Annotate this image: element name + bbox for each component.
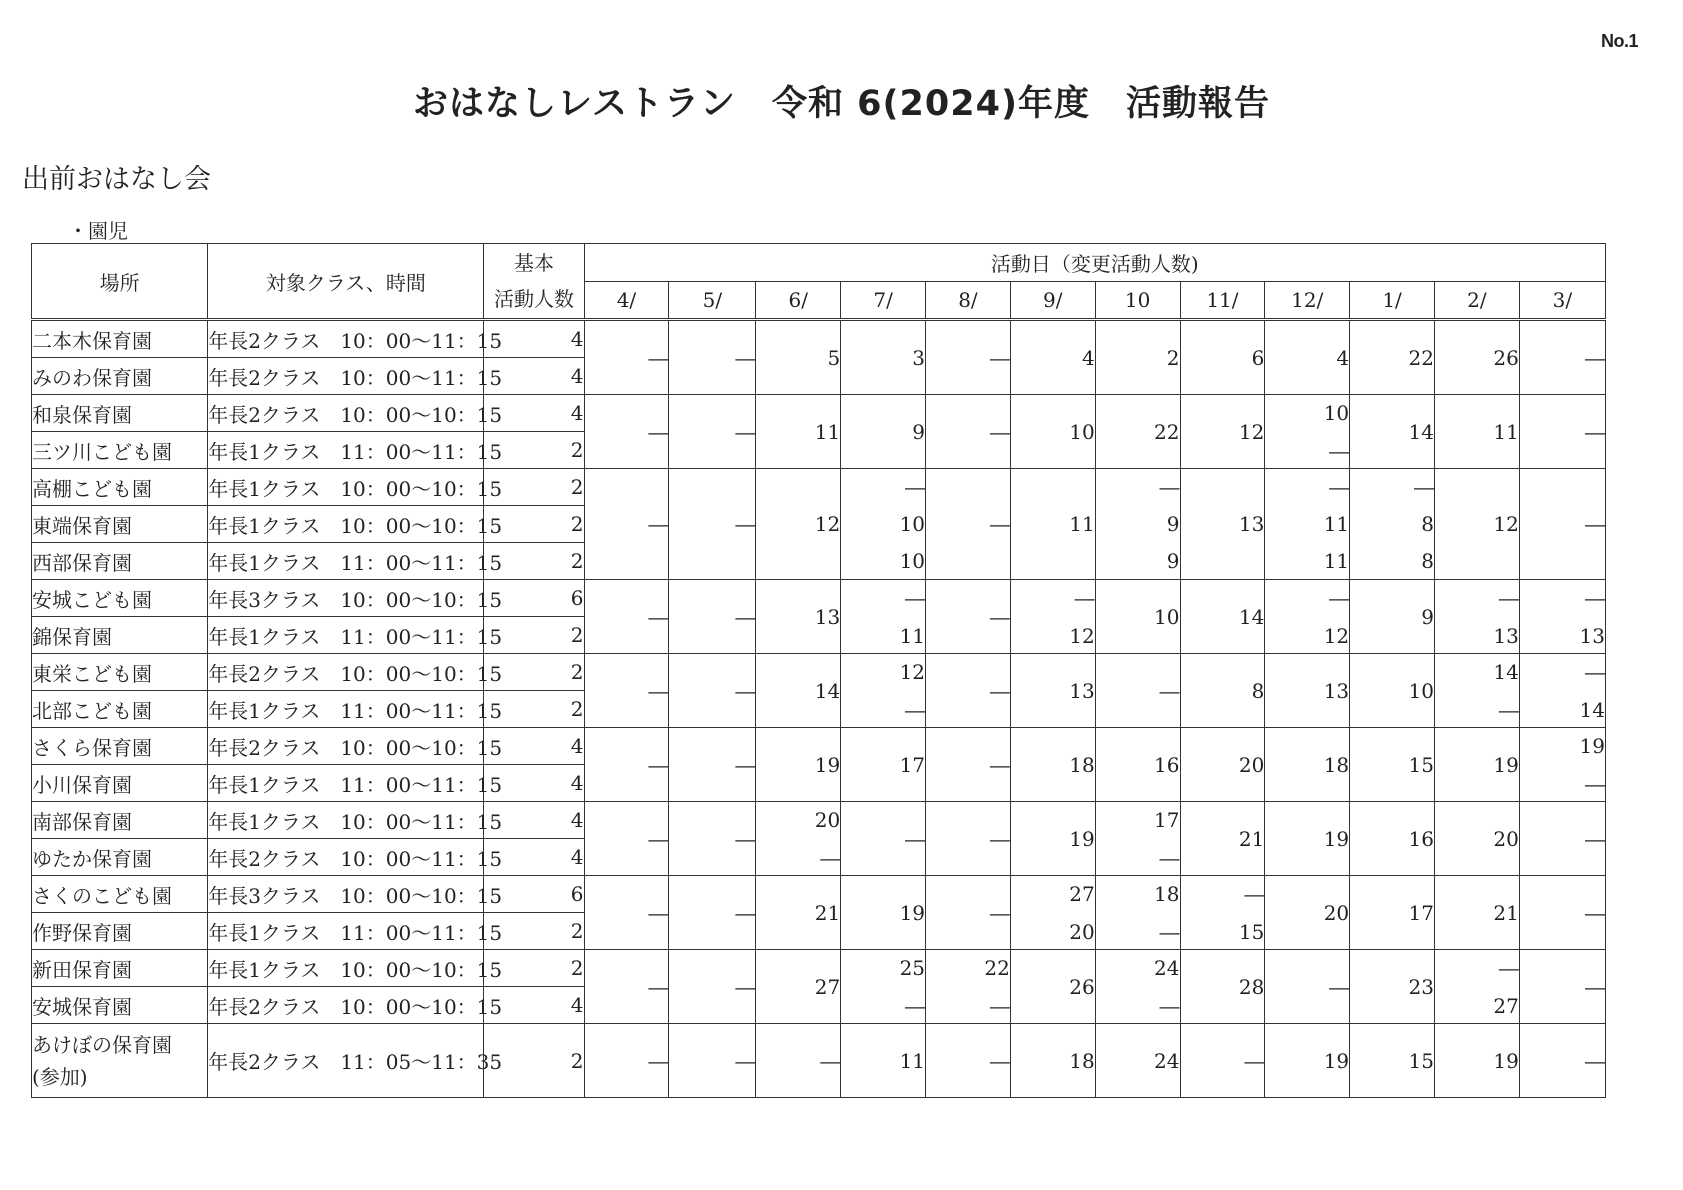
class-time-cell: 年長2クラス 11：05〜11：35 (208, 1024, 484, 1098)
activity-cell: 20 (1434, 802, 1519, 876)
activity-value: 20 (1069, 919, 1095, 944)
activity-cell (841, 950, 926, 1024)
basic-count-cell: 4 (484, 395, 584, 432)
class-time-cell: 年長2クラス 10：00〜11：15 (208, 839, 484, 876)
activity-value: ― (1585, 585, 1605, 610)
place-cell: ゆたか保育園 (32, 839, 208, 876)
activity-cell: 17 (1350, 876, 1435, 950)
place-cell: 三ツ川こども園 (32, 432, 208, 469)
activity-cell: 12 (1180, 395, 1265, 469)
activity-cell: 11 (1434, 395, 1519, 469)
activity-value: 10 (1323, 400, 1350, 425)
activity-cell: 19 (1265, 802, 1350, 876)
activity-value: 25 (899, 955, 926, 980)
table-row (32, 950, 1606, 987)
activity-cell: ― (669, 802, 756, 876)
activity-cell: ― (584, 1024, 669, 1098)
activity-value: 19 (1579, 733, 1605, 758)
activity-cell: 13 (1265, 654, 1350, 728)
activity-cell: ― (669, 728, 756, 802)
activity-cell: ― (669, 580, 756, 654)
place-cell: さくら保育園 (32, 728, 208, 765)
header-month: 3/ (1519, 282, 1605, 320)
class-time-cell: 年長1クラス 10：00〜10：15 (208, 469, 484, 506)
table-row (32, 320, 1606, 358)
activity-cell: 6 (1180, 320, 1265, 395)
activity-cell: ― (584, 395, 669, 469)
activity-value: ― (1585, 771, 1605, 796)
basic-count-cell: 4 (484, 728, 584, 765)
activity-value: ― (989, 993, 1010, 1018)
header-month: 1/ (1350, 282, 1435, 320)
class-time-cell: 年長2クラス 10：00〜11：15 (208, 358, 484, 395)
header-month: 8/ (926, 282, 1011, 320)
table-row (32, 580, 1606, 617)
activity-cell: 16 (1095, 728, 1180, 802)
activity-cell: ― (926, 469, 1011, 580)
activity-value: ― (820, 845, 841, 870)
activity-cell: ― (1095, 654, 1180, 728)
activity-cell: ― (584, 802, 669, 876)
activity-cell: 12 (756, 469, 841, 580)
activity-value: ― (1413, 475, 1434, 499)
place-cell: 東栄こども園 (32, 654, 208, 691)
place-cell: 新田保育園 (32, 950, 208, 987)
activity-cell (1265, 395, 1350, 469)
activity-cell: ― (1519, 950, 1605, 1024)
class-time-cell: 年長1クラス 10：00〜10：15 (208, 950, 484, 987)
class-time-cell: 年長2クラス 10：00〜10：15 (208, 987, 484, 1024)
activity-cell: ― (584, 876, 669, 950)
activity-cell: ― (584, 654, 669, 728)
activity-cell: 5 (756, 320, 841, 395)
activity-cell: 21 (1434, 876, 1519, 950)
place-cell: 錦保育園 (32, 617, 208, 654)
activity-cell: ― (1180, 1024, 1265, 1098)
activity-cell (1519, 728, 1605, 802)
header-month: 11/ (1180, 282, 1265, 320)
activity-cell: 23 (1350, 950, 1435, 1024)
header-basic-bottom: 活動人数 (494, 287, 574, 311)
page-number: No.1 (1601, 31, 1639, 51)
activity-cell: ― (926, 802, 1011, 876)
basic-count-cell: 4 (484, 839, 584, 876)
activity-cell: 13 (756, 580, 841, 654)
class-time-cell: 年長2クラス 10：00〜10：15 (208, 395, 484, 432)
table-row (32, 1024, 1606, 1098)
basic-count-cell: 2 (484, 654, 584, 691)
activity-cell: 11 (756, 395, 841, 469)
class-time-cell: 年長1クラス 11：00〜11：15 (208, 691, 484, 728)
header-activity-days: 活動日（変更活動人数) (584, 244, 1605, 282)
activity-cell: 22 (1095, 395, 1180, 469)
activity-cell: ― (1519, 395, 1605, 469)
activity-cell: 15 (1350, 1024, 1435, 1098)
activity-cell: 18 (1010, 1024, 1095, 1098)
activity-cell (1180, 876, 1265, 950)
basic-count-cell: 4 (484, 987, 584, 1024)
activity-value: ― (905, 475, 926, 499)
activity-cell: ― (584, 469, 669, 580)
table-row (32, 469, 1606, 506)
subsection-heading: ・園児 (68, 219, 128, 243)
activity-cell: ― (669, 469, 756, 580)
activity-cell (841, 469, 926, 580)
place-cell: 作野保育園 (32, 913, 208, 950)
basic-count-cell: 2 (484, 506, 584, 543)
activity-cell: 9 (1350, 580, 1435, 654)
activity-cell: 19 (1265, 1024, 1350, 1098)
activity-cell: 16 (1350, 802, 1435, 876)
activity-cell: 28 (1180, 950, 1265, 1024)
activity-value: ― (1159, 919, 1180, 944)
class-time-cell: 年長1クラス 11：00〜11：15 (208, 913, 484, 950)
header-month: 12/ (1265, 282, 1350, 320)
basic-count-cell: 6 (484, 580, 584, 617)
activity-cell: ― (756, 1024, 841, 1098)
activity-cell: ― (1519, 802, 1605, 876)
activity-value: ― (1498, 697, 1519, 722)
activity-cell (1095, 950, 1180, 1024)
activity-value: ― (905, 697, 926, 722)
place-line: あけぼの保育園 (32, 1032, 172, 1057)
activity-cell: 4 (1265, 320, 1350, 395)
place-cell: 北部こども園 (32, 691, 208, 728)
activity-cell: ― (926, 654, 1011, 728)
class-time-cell: 年長2クラス 10：00〜10：15 (208, 654, 484, 691)
activity-cell: 14 (756, 654, 841, 728)
basic-count-cell: 2 (484, 913, 584, 950)
header-basic-count (484, 244, 584, 320)
activity-cell: 10 (1010, 395, 1095, 469)
activity-cell: ― (669, 1024, 756, 1098)
header-month: 6/ (756, 282, 841, 320)
activity-value: 18 (1154, 881, 1180, 906)
activity-cell: 19 (1434, 1024, 1519, 1098)
table-row (32, 876, 1606, 913)
activity-cell: ― (669, 320, 756, 395)
activity-cell: 22 (1350, 320, 1435, 395)
activity-value: 8 (1421, 512, 1434, 536)
place-cell: 西部保育園 (32, 543, 208, 580)
activity-cell (841, 654, 926, 728)
activity-table (31, 243, 1606, 1098)
place-cell: 二本木保育園 (32, 320, 208, 358)
activity-cell: 17 (841, 728, 926, 802)
activity-cell: ― (584, 950, 669, 1024)
activity-value: 13 (1493, 623, 1519, 648)
header-month: 7/ (841, 282, 926, 320)
place-cell: みのわ保育園 (32, 358, 208, 395)
activity-cell: ― (669, 654, 756, 728)
activity-cell: ― (926, 320, 1011, 395)
activity-cell: ― (926, 728, 1011, 802)
place-cell: 南部保育園 (32, 802, 208, 839)
activity-value: ― (905, 585, 926, 610)
activity-cell (1095, 469, 1180, 580)
activity-cell: ― (584, 728, 669, 802)
activity-value: 12 (899, 659, 926, 684)
basic-count-cell: 2 (484, 691, 584, 728)
activity-cell: 15 (1350, 728, 1435, 802)
class-time-cell: 年長1クラス 11：00〜11：15 (208, 432, 484, 469)
activity-cell: 10 (1095, 580, 1180, 654)
activity-cell: 2 (1095, 320, 1180, 395)
activity-cell (1095, 876, 1180, 950)
basic-count-cell: 2 (484, 543, 584, 580)
activity-cell: ― (1519, 1024, 1605, 1098)
activity-cell: 20 (1180, 728, 1265, 802)
activity-cell (1434, 950, 1519, 1024)
activity-cell: ― (1519, 876, 1605, 950)
activity-value: ― (1329, 475, 1350, 499)
activity-cell: 14 (1350, 395, 1435, 469)
activity-cell: 19 (756, 728, 841, 802)
header-basic-top: 基本 (514, 251, 554, 275)
activity-cell: 26 (1010, 950, 1095, 1024)
header-place: 場所 (32, 244, 208, 320)
activity-value: 9 (1166, 512, 1180, 536)
header-month: 2/ (1434, 282, 1519, 320)
activity-value: ― (1159, 845, 1180, 870)
activity-cell (1519, 654, 1605, 728)
activity-value: ― (1585, 659, 1605, 684)
basic-count-cell: 2 (484, 950, 584, 987)
activity-cell: 20 (1265, 876, 1350, 950)
activity-value: 17 (1154, 807, 1180, 832)
place-cell: 東端保育園 (32, 506, 208, 543)
basic-count-cell: 2 (484, 432, 584, 469)
class-time-cell: 年長1クラス 11：00〜11：15 (208, 765, 484, 802)
activity-value: 10 (899, 512, 926, 536)
activity-value: 24 (1154, 955, 1180, 980)
activity-cell (1265, 469, 1350, 580)
place-cell: 高棚こども園 (32, 469, 208, 506)
activity-value: ― (1329, 585, 1350, 610)
table-row (32, 802, 1606, 839)
activity-value: ― (1498, 955, 1519, 980)
activity-cell: 27 (756, 950, 841, 1024)
activity-cell (1010, 876, 1095, 950)
activity-cell: ― (1519, 320, 1605, 395)
basic-count-cell: 4 (484, 802, 584, 839)
header-month: 4/ (584, 282, 669, 320)
activity-cell: 21 (1180, 802, 1265, 876)
activity-value: 11 (1323, 512, 1350, 536)
basic-count-cell: 4 (484, 358, 584, 395)
header-month: 9/ (1010, 282, 1095, 320)
activity-cell: 11 (1010, 469, 1095, 580)
activity-cell: 19 (1010, 802, 1095, 876)
class-time-cell: 年長3クラス 10：00〜10：15 (208, 876, 484, 913)
place-cell: 安城保育園 (32, 987, 208, 1024)
activity-cell: 13 (1010, 654, 1095, 728)
activity-cell: 9 (841, 395, 926, 469)
header-class-time: 対象クラス、時間 (208, 244, 484, 320)
activity-cell: 24 (1095, 1024, 1180, 1098)
activity-cell: 26 (1434, 320, 1519, 395)
page-title: おはなしレストラン 令和 6(2024)年度 活動報告 (413, 84, 1270, 124)
activity-cell: ― (584, 580, 669, 654)
basic-count-cell: 4 (484, 320, 584, 358)
activity-value: 15 (1238, 919, 1265, 944)
basic-count-cell: 2 (484, 469, 584, 506)
activity-cell (1434, 580, 1519, 654)
class-time-cell: 年長1クラス 10：00〜10：15 (208, 506, 484, 543)
activity-cell: 14 (1180, 580, 1265, 654)
place-cell: 小川保育園 (32, 765, 208, 802)
activity-cell: ― (926, 1024, 1011, 1098)
basic-count-cell: 2 (484, 617, 584, 654)
class-time-cell: 年長1クラス 11：00〜11：15 (208, 617, 484, 654)
class-time-cell: 年長2クラス 10：00〜11：15 (208, 320, 484, 358)
activity-value: ― (1159, 475, 1180, 499)
activity-value: 20 (814, 807, 841, 832)
class-time-cell: 年長1クラス 11：00〜11：15 (208, 543, 484, 580)
header-month: 5/ (669, 282, 756, 320)
activity-cell (1519, 580, 1605, 654)
activity-cell: 18 (1265, 728, 1350, 802)
activity-cell: ― (926, 580, 1011, 654)
activity-value: 8 (1421, 549, 1434, 573)
activity-value: ― (1244, 881, 1265, 906)
activity-value: 22 (984, 955, 1010, 980)
activity-value: ― (1074, 585, 1095, 610)
place-cell: さくのこども園 (32, 876, 208, 913)
place-cell (32, 1024, 208, 1098)
activity-cell (841, 580, 926, 654)
activity-cell: ― (669, 395, 756, 469)
activity-cell: 13 (1180, 469, 1265, 580)
basic-count-cell: 4 (484, 765, 584, 802)
activity-cell: 11 (841, 1024, 926, 1098)
place-cell: 安城こども園 (32, 580, 208, 617)
activity-cell: ― (1519, 469, 1605, 580)
activity-value: 12 (1323, 623, 1350, 648)
activity-value: 9 (1166, 549, 1180, 573)
place-cell: 和泉保育園 (32, 395, 208, 432)
activity-cell: ― (841, 802, 926, 876)
activity-value: ― (905, 993, 926, 1018)
activity-cell: 18 (1010, 728, 1095, 802)
table-row (32, 654, 1606, 691)
header-month: 10 (1095, 282, 1180, 320)
activity-cell: 3 (841, 320, 926, 395)
activity-value: 12 (1069, 623, 1095, 648)
activity-value: 14 (1579, 697, 1605, 722)
table-row (32, 728, 1606, 765)
section-heading: 出前おはなし会 (22, 164, 211, 195)
activity-value: 27 (1069, 881, 1095, 906)
activity-value: 10 (899, 549, 926, 573)
activity-value: 11 (1323, 549, 1350, 573)
activity-cell (1350, 469, 1435, 580)
activity-cell: ― (926, 876, 1011, 950)
activity-value: 11 (899, 623, 926, 648)
activity-cell: 19 (841, 876, 926, 950)
activity-value: ― (1159, 993, 1180, 1018)
basic-count-cell: 2 (484, 1024, 584, 1098)
table-row (32, 395, 1606, 432)
activity-cell: 10 (1350, 654, 1435, 728)
activity-cell (1434, 654, 1519, 728)
class-time-cell: 年長1クラス 10：00〜11：15 (208, 802, 484, 839)
activity-cell: ― (669, 876, 756, 950)
activity-cell (1010, 580, 1095, 654)
activity-cell: ― (926, 395, 1011, 469)
basic-count-cell: 6 (484, 876, 584, 913)
place-line: (参加) (32, 1064, 88, 1089)
activity-cell: ― (584, 320, 669, 395)
activity-cell: ― (669, 950, 756, 1024)
activity-cell: 19 (1434, 728, 1519, 802)
activity-value: 13 (1579, 623, 1605, 648)
activity-cell (1265, 580, 1350, 654)
activity-cell: 21 (756, 876, 841, 950)
activity-cell: 12 (1434, 469, 1519, 580)
activity-value: 27 (1493, 993, 1519, 1018)
activity-value: ― (1498, 585, 1519, 610)
activity-value: ― (1329, 438, 1350, 463)
class-time-cell: 年長2クラス 10：00〜10：15 (208, 728, 484, 765)
activity-cell (1095, 802, 1180, 876)
activity-cell: 4 (1010, 320, 1095, 395)
class-time-cell: 年長3クラス 10：00〜10：15 (208, 580, 484, 617)
activity-cell: ― (1265, 950, 1350, 1024)
activity-cell (926, 950, 1011, 1024)
activity-value: 14 (1493, 659, 1519, 684)
activity-cell: 8 (1180, 654, 1265, 728)
activity-cell (756, 802, 841, 876)
